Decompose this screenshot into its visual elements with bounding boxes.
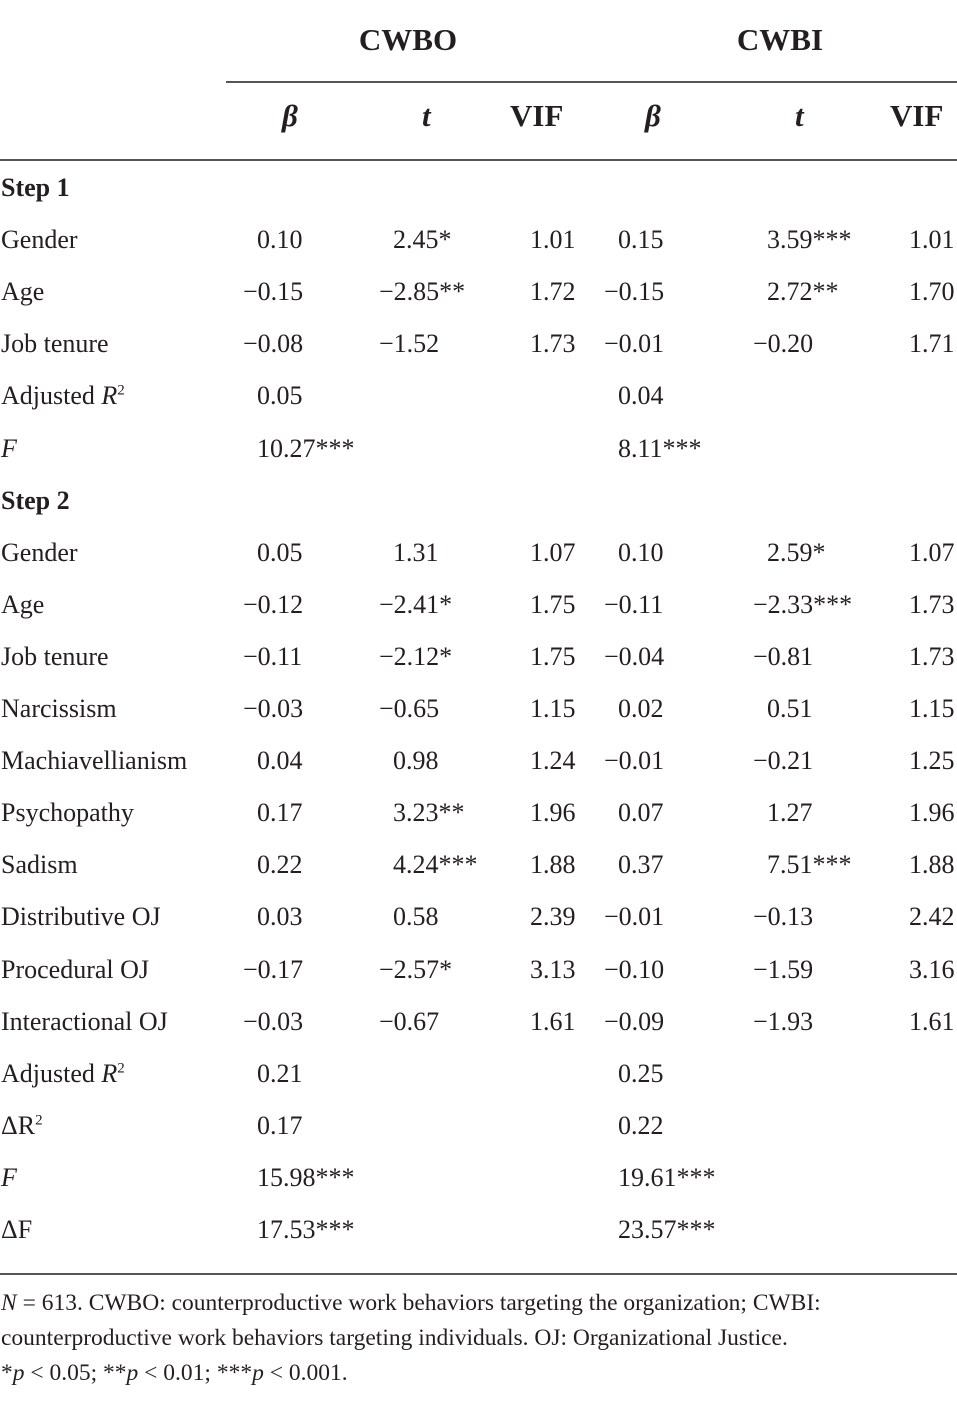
table-cell: 1.01 — [530, 225, 576, 255]
table-cell: 1.73 — [530, 329, 576, 359]
row-label: Age — [1, 589, 45, 619]
row-label: Step 2 — [1, 485, 70, 515]
row-label: Adjusted $R^2$ — [1, 381, 125, 411]
table-cell: 3.13 — [530, 954, 576, 984]
step-row — [0, 167, 957, 207]
table-cell: −1.52 — [379, 329, 440, 359]
row-label: Interactional OJ — [1, 1006, 168, 1036]
table-row — [0, 219, 957, 259]
table-cell: 1.88 — [909, 850, 955, 880]
table-cell: 2.39 — [530, 902, 576, 932]
group-header-cwbi: CWBI — [736, 22, 824, 57]
table-cell: 2.72** — [767, 277, 839, 307]
col-header-t-cwbi: t — [795, 98, 804, 133]
table-cell: 1.24 — [530, 746, 576, 776]
table-cell: 1.96 — [909, 798, 955, 828]
table-cell: 0.03 — [257, 902, 303, 932]
row-label: Gender — [1, 225, 78, 255]
table-cell: −0.12 — [243, 589, 304, 619]
table-cell: 1.25 — [909, 746, 955, 776]
table-cell: 0.15 — [618, 225, 664, 255]
note-line-1: N = 613. CWBO: counterproductive work behaviors targeting the organization; CWBI: — [1, 1290, 821, 1316]
table-row — [0, 688, 957, 728]
table-row — [0, 584, 957, 624]
table-row — [0, 949, 957, 989]
table-cell: −0.01 — [604, 902, 665, 932]
table-cell: −0.03 — [243, 1006, 304, 1036]
table-cell: −0.03 — [243, 694, 304, 723]
table-cell: 0.98 — [393, 746, 439, 776]
table-cell: 0.17 — [257, 1110, 303, 1140]
table-cell: 0.58 — [393, 902, 439, 932]
table-cell: −2.12* — [379, 641, 453, 671]
col-header-beta-cwbo: β — [282, 98, 298, 133]
table-row — [0, 896, 957, 936]
table-row — [0, 1053, 957, 1093]
table-cell: 1.72 — [530, 277, 576, 307]
table-cell: 3.16 — [909, 954, 955, 984]
table-cell: 0.10 — [618, 537, 664, 567]
table-cell: 8.11*** — [618, 433, 702, 463]
table-cell: −0.13 — [753, 902, 814, 932]
table-row — [0, 636, 957, 676]
table-cell: 3.59*** — [767, 225, 852, 255]
note-line-2: counterproductive work behaviors targeting individuals. OJ: Organizational Justice. — [1, 1325, 788, 1351]
table-row — [0, 428, 957, 468]
table-row — [0, 844, 957, 884]
table-cell: −0.09 — [604, 1006, 665, 1036]
table-cell: −0.67 — [379, 1006, 440, 1036]
table-cell: 0.04 — [257, 746, 303, 776]
table-cell: −2.85** — [379, 277, 466, 307]
table-cell: −0.17 — [243, 954, 304, 984]
col-header-vif-cwbi: VIF — [890, 98, 944, 133]
table-cell: 0.51 — [767, 694, 813, 723]
table-cell: −0.21 — [753, 746, 814, 776]
table-cell: −1.93 — [753, 1006, 814, 1036]
table-cell: 1.61 — [909, 1006, 955, 1036]
table-cell: 0.04 — [618, 381, 664, 411]
row-label: Adjusted $R^2$ — [1, 1058, 125, 1088]
table-cell: 7.51*** — [767, 850, 852, 880]
col-header-vif-cwbo: VIF — [510, 98, 564, 133]
row-label: Psychopathy — [1, 798, 134, 828]
row-label: Sadism — [1, 850, 78, 880]
row-label: Gender — [1, 537, 78, 567]
table-cell: 1.31 — [393, 537, 439, 567]
col-header-t-cwbo: t — [422, 98, 431, 133]
table-cell: −0.11 — [243, 641, 303, 671]
table-cell: −0.01 — [604, 746, 665, 776]
row-label: Job tenure — [1, 641, 109, 671]
row-label: Procedural OJ — [1, 954, 150, 984]
table-cell: 1.07 — [530, 537, 576, 567]
table-cell: 0.02 — [618, 694, 664, 723]
table-row — [0, 740, 957, 780]
group-rule — [226, 81, 957, 83]
table-row — [0, 271, 957, 311]
table-cell: 17.53*** — [257, 1215, 355, 1244]
table-cell: 15.98*** — [257, 1162, 355, 1192]
table-cell: 1.73 — [909, 641, 955, 671]
table-row — [0, 1209, 957, 1249]
table-cell: 10.27*** — [257, 433, 355, 463]
note-line-3: *p < 0.05; **p < 0.01; ***p < 0.001. — [1, 1360, 348, 1386]
table-cell: 2.45* — [393, 225, 452, 255]
row-label: Narcissism — [1, 694, 117, 723]
table-cell: −2.33*** — [753, 589, 853, 619]
table-cell: 0.17 — [257, 798, 303, 828]
table-cell: 4.24*** — [393, 850, 478, 880]
row-label: $\Delta R^2$ — [1, 1110, 43, 1140]
table-cell: 0.22 — [257, 850, 303, 880]
table-cell: 1.27 — [767, 798, 813, 828]
table-row — [0, 532, 957, 572]
table-cell: −0.01 — [604, 329, 665, 359]
table-cell: 1.15 — [909, 694, 955, 723]
table-cell: −2.57* — [379, 954, 453, 984]
table-row — [0, 323, 957, 363]
table-row — [0, 375, 957, 415]
table-cell: 0.22 — [618, 1110, 664, 1140]
col-header-beta-cwbi: β — [645, 98, 661, 133]
table-cell: 1.96 — [530, 798, 576, 828]
group-header-cwbo: CWBO — [358, 22, 458, 57]
table-cell: 2.59* — [767, 537, 826, 567]
row-label: Step 1 — [1, 173, 70, 202]
row-label: Machiavellianism — [1, 746, 188, 776]
table-cell: −0.15 — [243, 277, 304, 307]
table-cell: 19.61*** — [618, 1162, 716, 1192]
table-cell: 0.21 — [257, 1058, 303, 1088]
table-cell: 1.70 — [909, 277, 955, 307]
table-cell: 1.71 — [909, 329, 955, 359]
table-cell: 3.23** — [393, 798, 465, 828]
step-row — [0, 480, 957, 520]
table-cell: 1.61 — [530, 1006, 576, 1036]
table-cell: 1.07 — [909, 537, 955, 567]
table-row — [0, 792, 957, 832]
table-cell: 0.05 — [257, 381, 303, 411]
table-cell: 1.73 — [909, 589, 955, 619]
row-label: ΔF — [1, 1215, 33, 1244]
row-label: Job tenure — [1, 329, 109, 359]
table-cell: 1.75 — [530, 641, 576, 671]
table-cell: −0.08 — [243, 329, 304, 359]
table-cell: −1.59 — [753, 954, 814, 984]
row-label: Age — [1, 277, 45, 307]
table-row — [0, 1105, 957, 1145]
table-cell: −0.04 — [604, 641, 665, 671]
table-cell: 23.57*** — [618, 1215, 716, 1244]
bottom-rule — [0, 1273, 957, 1275]
table-cell: −0.11 — [604, 589, 664, 619]
table-cell: −2.41* — [379, 589, 453, 619]
table-cell: 2.42 — [909, 902, 955, 932]
row-label: Distributive OJ — [1, 902, 161, 932]
row-label: F — [1, 433, 17, 463]
table-note — [1, 1286, 951, 1391]
table-cell: −0.10 — [604, 954, 665, 984]
table-row — [0, 1001, 957, 1041]
table-cell: −0.81 — [753, 641, 814, 671]
table-row — [0, 1157, 957, 1197]
row-label: F — [1, 1162, 17, 1192]
table-cell: 0.10 — [257, 225, 303, 255]
header-rule — [0, 159, 957, 161]
table-cell: −0.20 — [753, 329, 814, 359]
table-cell: 1.15 — [530, 694, 576, 723]
table-cell: 1.88 — [530, 850, 576, 880]
table-cell: −0.15 — [604, 277, 665, 307]
table-cell: −0.65 — [379, 694, 440, 723]
table-cell: 0.07 — [618, 798, 664, 828]
table-cell: 0.37 — [618, 850, 664, 880]
table-cell: 0.25 — [618, 1058, 664, 1088]
table-cell: 1.75 — [530, 589, 576, 619]
table-cell: 1.01 — [909, 225, 955, 255]
table-cell: 0.05 — [257, 537, 303, 567]
